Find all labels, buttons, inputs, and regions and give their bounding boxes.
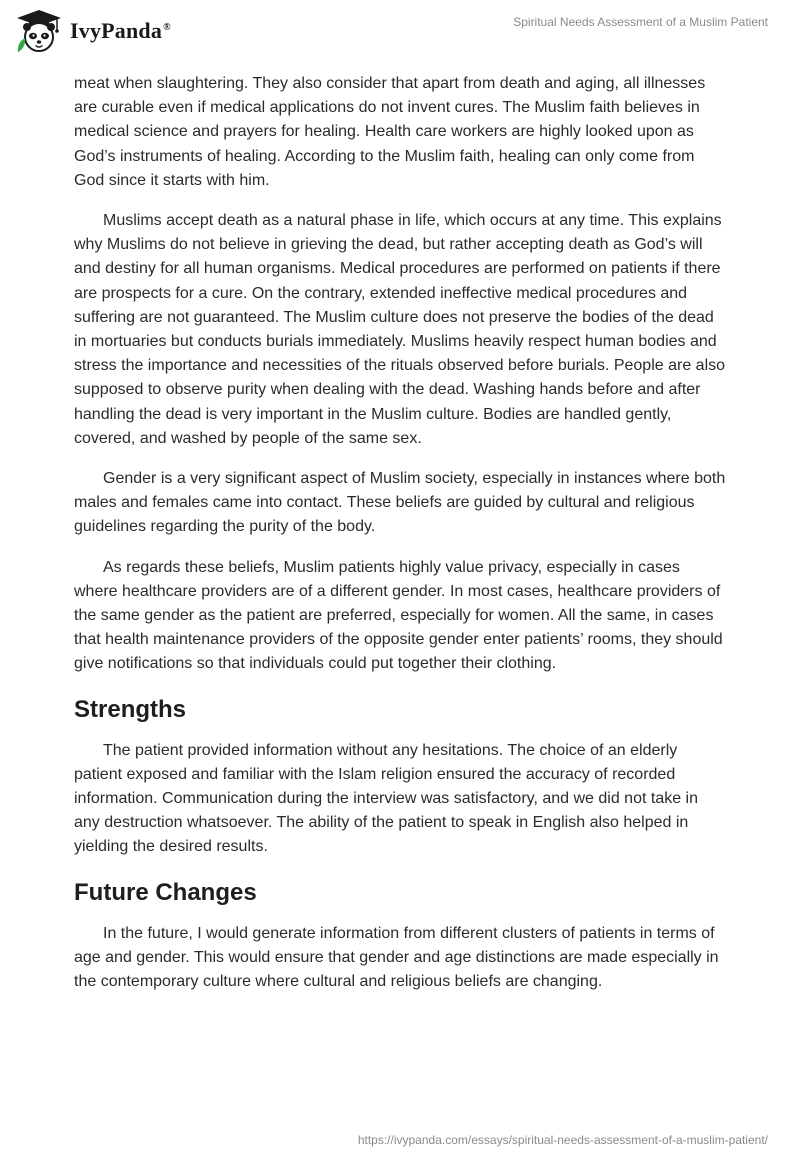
document-title: Spiritual Needs Assessment of a Muslim Patient [513,15,768,29]
paragraph-5: The patient provided information without any hesitations. The choice of an elderly patient exposed and familiar with the Islam religion ensured the accuracy of recorded information. Communication during the interview was satisfactory, and we did not take in any destruction whatsoever. The ability of the patient to speak in English also helped in yielding the desired results. [74,741,699,856]
paragraph-2: Muslims accept death as a natural phase in life, which occurs at any time. This explains why Muslims do not believe in grieving the dead, but rather accepting death as God’s will and destiny for all human organisms. Medical procedures are performed on patients if there are prospects for a cure. On the contrary, extended ineffective medical procedures and suffering are not guaranteed. The Muslim culture does not preserve the bodies of the dead in mortuaries but conducts burials immediately. Muslims heavily respect human bodies and stress the importance and necessities of the rituals observed before burials. People are also supposed to observe purity when dealing with the dead. Washing hands before and after handling the dead is very important in the Muslim culture. Bodies are handled gently, covered, and washed by people of the same sex. [74,212,726,447]
heading-future-changes: Future Changes [74,878,257,906]
ivypanda-logo[interactable] [14,8,171,54]
paragraph-4: As regards these beliefs, Muslim patients highly value privacy, especially in cases where healthcare providers are of a different gender. In most cases, healthcare providers of the same gender as the patient are preferred, especially for women. All the same, in cases that health maintenance providers of the opposite gender enter patients’ rooms, they should give notifications so that individuals could put together their clothing. [74,558,723,673]
essay-body [74,72,726,1010]
paragraph-3: Gender is a very significant aspect of Muslim society, especially in instances where both males and females came into contact. These beliefs are guided by cultural and religious guidelines regarding the purity of the body. [74,470,726,536]
source-url[interactable]: https://ivypanda.com/essays/spiritual-needs-assessment-of-a-muslim-patient/ [357,1133,768,1147]
paragraph-1: meat when slaughtering. They also consider that apart from death and aging, all illnesses are curable even if medical applications do not invent cures. The Muslim faith believes in medical science and prayers for healing. Health care workers are highly looked upon as God’s instruments of healing. According to the Muslim faith, healing can only come from God since it starts with him. [74,75,706,189]
heading-strengths: Strengths [74,695,187,723]
paragraph-6: In the future, I would generate information from different clusters of patients in terms of age and gender. This would ensure that gender and age distinctions are made especially in the contemporary culture where cultural and religious beliefs are changing. [74,924,719,991]
page-header [0,0,800,62]
logo-wordmark: IvyPanda® [70,18,171,43]
registered-mark: ® [163,21,171,33]
panda-graduate-icon [14,8,64,54]
